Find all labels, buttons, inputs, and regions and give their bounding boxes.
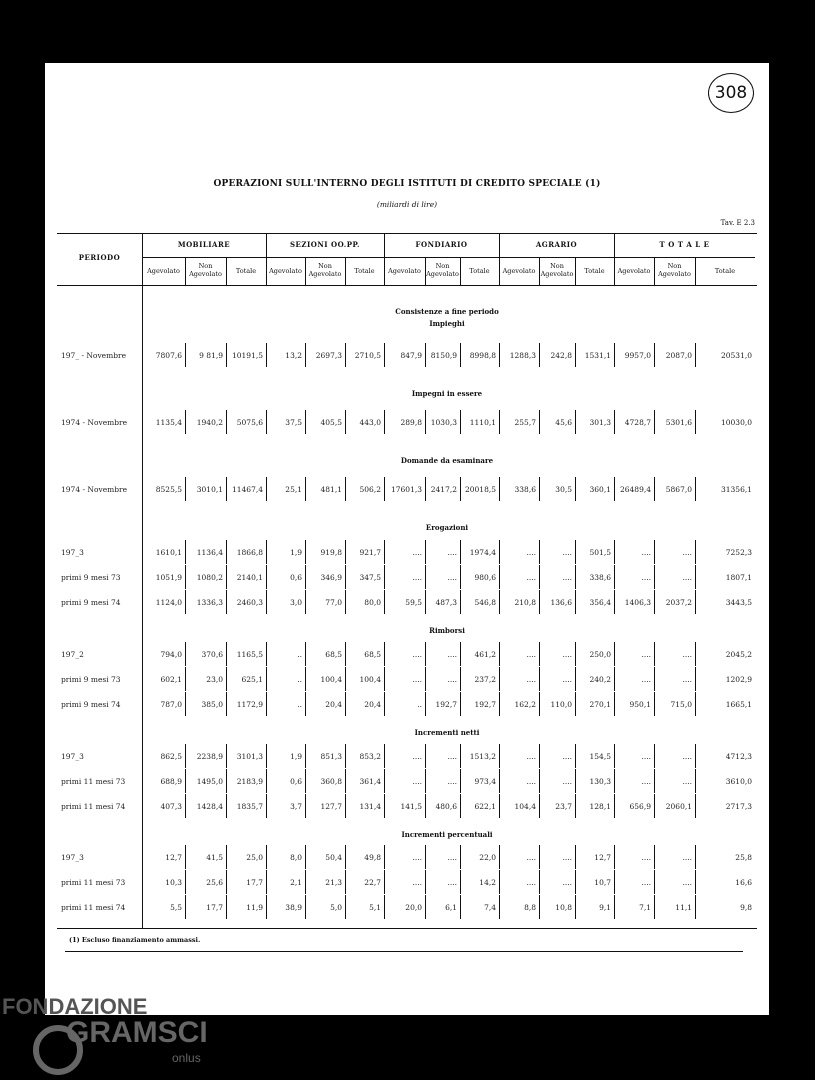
data-cell: 23,0 [206,675,223,684]
data-cell: 11,1 [675,903,692,912]
data-cell: 154,5 [589,752,611,761]
data-cell: 862,5 [160,752,182,761]
data-cell: 110,0 [550,700,572,709]
data-cell: .... [412,853,422,862]
data-cell: 8525,5 [155,485,182,494]
data-cell: .... [526,777,536,786]
data-cell: 3443,5 [725,598,752,607]
subheader-non-agevolato: Non Agevolato [308,262,342,278]
data-cell: .... [447,752,457,761]
subheader-agevolato: Agevolato [502,267,536,275]
data-cell: 41,5 [206,853,223,862]
data-cell: 2,1 [290,878,302,887]
data-cell: 17601,3 [390,485,422,494]
data-cell: 162,2 [514,700,536,709]
data-cell: .... [562,878,572,887]
data-cell: .... [641,548,651,557]
data-cell: 3,7 [290,802,302,811]
data-cell: 1495,0 [196,777,223,786]
subheader-agevolato: Agevolato [147,267,180,275]
data-cell: 8,0 [290,853,302,862]
data-cell: .... [526,548,536,557]
data-cell: 2697,3 [315,351,342,360]
section-title: Impieghi [429,319,465,328]
data-cell: 0,6 [290,573,302,582]
data-cell: 8,8 [524,903,536,912]
row-period-label: primi 11 mesi 73 [61,878,126,887]
data-cell: .... [447,573,457,582]
data-cell: 407,3 [160,802,182,811]
data-cell: 10030,0 [720,418,752,427]
data-cell: 338,6 [514,485,536,494]
data-cell: 301,3 [589,418,611,427]
data-cell: 1030,3 [430,418,457,427]
data-cell: .... [682,675,692,684]
data-cell: 7,1 [639,903,651,912]
data-cell: .... [447,853,457,862]
row-period-label: 197_ - Novembre [61,351,127,360]
data-cell: .... [562,675,572,684]
data-cell: 210,8 [514,598,536,607]
data-cell: 270,1 [589,700,611,709]
data-cell: 4712,3 [725,752,752,761]
data-cell: 45,6 [555,418,572,427]
data-cell: 1080,2 [196,573,223,582]
data-cell: 49,8 [364,853,381,862]
data-cell: 1807,1 [725,573,752,582]
data-cell: .. [417,700,422,709]
data-cell: 12,7 [165,853,182,862]
data-cell: 9,8 [740,903,752,912]
data-cell: 5,0 [330,903,342,912]
data-cell: 14,2 [479,878,496,887]
data-cell: .... [526,752,536,761]
data-cell: 851,3 [320,752,342,761]
data-cell: 5301,6 [665,418,692,427]
data-cell: 3,0 [290,598,302,607]
data-cell: 80,0 [364,598,381,607]
data-cell: .... [562,853,572,862]
data-cell: .. [297,675,302,684]
data-cell: 25,0 [246,853,263,862]
data-cell: 100,4 [320,675,342,684]
data-cell: 127,7 [320,802,342,811]
data-cell: 443,0 [359,418,381,427]
data-cell: 16,6 [735,878,752,887]
data-cell: .... [562,777,572,786]
data-cell: .... [562,548,572,557]
data-cell: 1051,9 [155,573,182,582]
data-cell: .. [297,650,302,659]
data-cell: 370,6 [201,650,223,659]
data-cell: 192,7 [435,700,457,709]
section-title: Incrementi netti [414,728,480,737]
data-cell: 23,7 [555,802,572,811]
data-cell: 385,0 [201,700,223,709]
data-cell: 1165,5 [236,650,263,659]
subheader-totale: Totale [469,267,490,275]
data-cell: 1,9 [290,752,302,761]
data-cell: 625,1 [241,675,263,684]
data-cell: 38,9 [285,903,302,912]
data-cell: 10,8 [555,903,572,912]
data-cell: 255,7 [514,418,536,427]
data-cell: 461,2 [474,650,496,659]
data-cell: 136,6 [550,598,572,607]
data-cell: 973,4 [474,777,496,786]
data-cell: .... [412,650,422,659]
data-cell: 250,0 [589,650,611,659]
data-cell: 2717,3 [725,802,752,811]
data-cell: 10,7 [594,878,611,887]
data-cell: 240,2 [589,675,611,684]
data-cell: 68,5 [325,650,342,659]
data-cell: 9,1 [599,903,611,912]
data-cell: .... [412,878,422,887]
data-cell: 2417,2 [430,485,457,494]
data-cell: .... [412,752,422,761]
data-cell: 1136,4 [196,548,223,557]
data-cell: .... [526,573,536,582]
table-reference: Tav. E 2.3 [720,219,755,227]
row-period-label: 197_3 [61,548,84,557]
data-cell: 21,3 [325,878,342,887]
data-cell: .... [526,853,536,862]
data-cell: .... [641,650,651,659]
data-cell: 20018,5 [464,485,496,494]
data-cell: 22,7 [364,878,381,887]
subheader-non-agevolato: Non Agevolato [658,262,691,278]
data-cell: 2140,1 [236,573,263,582]
data-cell: 1940,2 [196,418,223,427]
data-cell: .... [526,675,536,684]
data-cell: 1135,4 [155,418,182,427]
data-cell: 950,1 [629,700,651,709]
data-cell: 17,7 [206,903,223,912]
data-cell: 8998,8 [469,351,496,360]
data-cell: 130,3 [589,777,611,786]
data-cell: 347,5 [359,573,381,582]
footnote-bottom-rule [65,951,743,952]
table-bottom-rule [57,928,757,929]
data-cell: .... [641,675,651,684]
data-cell: .... [447,777,457,786]
document-title: OPERAZIONI SULL'INTERNO DEGLI ISTITUTI DI CREDITO SPECIALE (1) [213,179,601,189]
footnote: (1) Escluso finanziamento ammassi. [69,936,201,944]
data-cell: 5075,6 [236,418,263,427]
data-cell: 688,9 [160,777,182,786]
data-cell: .... [682,878,692,887]
row-period-label: primi 9 mesi 74 [61,598,121,607]
data-cell: 787,0 [160,700,182,709]
data-cell: .... [641,752,651,761]
data-cell: 980,6 [474,573,496,582]
data-cell: 100,4 [359,675,381,684]
data-cell: .... [447,650,457,659]
row-period-label: primi 11 mesi 74 [61,802,126,811]
data-cell: 480,6 [435,802,457,811]
row-period-label: primi 9 mesi 73 [61,675,121,684]
data-cell: .... [526,650,536,659]
data-cell: 3610,0 [725,777,752,786]
data-cell: 794,0 [160,650,182,659]
data-cell: .... [562,573,572,582]
section-title: Rimborsi [429,626,465,635]
section-title: Erogazioni [425,523,469,532]
data-cell: .... [682,650,692,659]
data-cell: 853,2 [359,752,381,761]
data-cell: 1124,0 [155,598,182,607]
row-period-label: 1974 - Novembre [61,418,128,427]
data-cell: .... [682,548,692,557]
data-cell: 1172,9 [236,700,263,709]
data-cell: 1202,9 [725,675,752,684]
data-cell: 2460,3 [236,598,263,607]
data-cell: 20,4 [325,700,342,709]
data-cell: 346,9 [320,573,342,582]
data-cell: .... [412,675,422,684]
group-header-3: FONDIARIO [415,240,468,249]
page-number-stamp: 308 [708,73,754,113]
row-period-label: 197_3 [61,853,84,862]
document-subtitle: (miliardi di lire) [376,200,438,209]
document-page [45,63,769,1015]
data-cell: 1,9 [290,548,302,557]
row-period-label: 1974 - Novembre [61,485,128,494]
data-cell: 10191,5 [231,351,263,360]
data-cell: 22,0 [479,853,496,862]
fondazione-gramsci-logo [0,990,240,1080]
group-header-rule [142,257,755,258]
data-cell: 919,8 [320,548,342,557]
data-cell: 26489,4 [619,485,651,494]
data-cell: 20531,0 [720,351,752,360]
data-cell: .... [682,853,692,862]
subheader-non-agevolato: Non Agevolato [189,262,222,278]
data-cell: 715,0 [670,700,692,709]
data-cell: 8150,9 [430,351,457,360]
group-header-2: SEZIONI OO.PP. [289,240,360,249]
data-cell: .... [641,853,651,862]
data-cell: 0,6 [290,777,302,786]
data-cell: 1428,4 [196,802,223,811]
data-cell: .... [682,573,692,582]
data-cell: 68,5 [364,650,381,659]
data-cell: 546,8 [474,598,496,607]
data-cell: 9957,0 [624,351,651,360]
data-cell: 506,2 [359,485,381,494]
row-period-label: primi 11 mesi 74 [61,903,126,912]
data-cell: 602,1 [160,675,182,684]
data-cell: 5,5 [170,903,182,912]
data-cell: 7807,6 [155,351,182,360]
data-cell: 59,5 [405,598,422,607]
section-title: Incrementi percentuali [401,830,493,839]
subheader-totale: Totale [584,267,605,275]
data-cell: 2238,9 [196,752,223,761]
subheader-totale: Totale [354,267,375,275]
data-cell: 31356,1 [720,485,752,494]
data-cell: 1531,1 [584,351,611,360]
subheader-totale: Totale [235,267,257,275]
data-cell: 356,4 [589,598,611,607]
section-title: Consistenze a fine periodo [395,307,499,316]
row-period-label: primi 11 mesi 73 [61,777,126,786]
data-cell: .... [641,878,651,887]
svg-text:FONDAZIONE: FONDAZIONE [2,994,148,1019]
data-cell: 2710,5 [354,351,381,360]
data-cell: 3101,3 [236,752,263,761]
section-title: Impegni in essere [411,389,483,398]
data-cell: 1610,1 [155,548,182,557]
data-cell: .... [562,650,572,659]
group-header-1: MOBILIARE [177,240,231,249]
data-cell: .... [412,548,422,557]
data-cell: 2060,1 [665,802,692,811]
data-cell: .... [562,752,572,761]
group-header-4: AGRARIO [535,240,578,249]
data-cell: .... [682,752,692,761]
subheader-agevolato: Agevolato [388,267,421,275]
subheader-agevolato: Agevolato [617,267,651,275]
data-cell: 1866,8 [236,548,263,557]
data-cell: 192,7 [474,700,496,709]
table-top-rule [57,233,757,234]
data-cell: 487,3 [435,598,457,607]
data-cell: 242,8 [550,351,572,360]
data-cell: 481,1 [320,485,342,494]
data-cell: 405,5 [320,418,342,427]
data-cell: 622,1 [474,802,496,811]
data-cell: 50,4 [325,853,342,862]
data-cell: 2037,2 [665,598,692,607]
data-cell: 1513,2 [469,752,496,761]
subheader-non-agevolato: Non Agevolato [540,262,574,278]
data-cell: 104,4 [514,802,536,811]
data-cell: 12,7 [594,853,611,862]
data-cell: 25,1 [285,485,302,494]
data-cell: 921,7 [359,548,381,557]
data-cell: .... [526,878,536,887]
data-cell: 360,1 [589,485,611,494]
subheader-totale: Totale [714,267,736,275]
data-cell: .... [641,573,651,582]
data-cell: 2045,2 [725,650,752,659]
data-cell: 338,6 [589,573,611,582]
data-cell: 361,4 [359,777,381,786]
data-cell: 1406,3 [624,598,651,607]
data-cell: .... [447,675,457,684]
data-cell: .... [447,878,457,887]
data-cell: 2087,0 [665,351,692,360]
data-cell: 9 81,9 [199,351,223,360]
data-cell: 1974,4 [469,548,496,557]
data-cell: 25,8 [735,853,752,862]
data-cell: 20,4 [364,700,381,709]
data-cell: 237,2 [474,675,496,684]
data-cell: 1110,1 [469,418,496,427]
data-cell: 30,5 [555,485,572,494]
data-cell: 847,9 [400,351,422,360]
data-cell: .... [412,777,422,786]
data-cell: 7252,3 [725,548,752,557]
data-cell: 501,5 [589,548,611,557]
data-cell: 11,9 [246,903,263,912]
data-cell: .... [412,573,422,582]
data-cell: 2183,9 [236,777,263,786]
subheader-non-agevolato: Non Agevolato [426,262,459,278]
data-cell: .. [297,700,302,709]
data-cell: 360,8 [320,777,342,786]
data-cell: 11467,4 [231,485,263,494]
data-cell: 1835,7 [236,802,263,811]
row-period-label: 197_2 [61,650,84,659]
group-header-5: T O T A L E [659,240,710,249]
header-bottom-rule [57,285,757,286]
data-cell: 77,0 [325,598,342,607]
data-cell: 1665,1 [725,700,752,709]
periodo-header: PERIODO [78,253,121,262]
svg-text:GRAMSCI: GRAMSCI [66,1016,208,1049]
row-period-label: 197_3 [61,752,84,761]
data-cell: 4728,7 [624,418,651,427]
data-cell: 10,3 [165,878,182,887]
data-cell: 289,8 [400,418,422,427]
row-period-label: primi 9 mesi 73 [61,573,121,582]
data-cell: 128,1 [589,802,611,811]
data-cell: .... [447,548,457,557]
data-cell: 25,6 [206,878,223,887]
data-cell: 20,0 [405,903,422,912]
row-period-label: primi 9 mesi 74 [61,700,121,709]
svg-text:onlus: onlus [172,1051,201,1065]
data-cell: 1336,3 [196,598,223,607]
data-cell: .... [682,777,692,786]
data-cell: 1288,3 [509,351,536,360]
data-cell: 5,1 [369,903,381,912]
data-cell: 656,9 [629,802,651,811]
data-cell: 5867,0 [665,485,692,494]
data-cell: 7,4 [484,903,496,912]
subheader-agevolato: Agevolato [269,267,302,275]
data-cell: 131,4 [359,802,381,811]
data-cell: 3010,1 [196,485,223,494]
data-cell: 13,2 [285,351,302,360]
data-cell: 6,1 [445,903,457,912]
data-cell: .... [641,777,651,786]
data-cell: 17,7 [246,878,263,887]
data-cell: 141,5 [400,802,422,811]
data-cell: 37,5 [285,418,302,427]
section-title: Domande da esaminare [400,456,494,465]
